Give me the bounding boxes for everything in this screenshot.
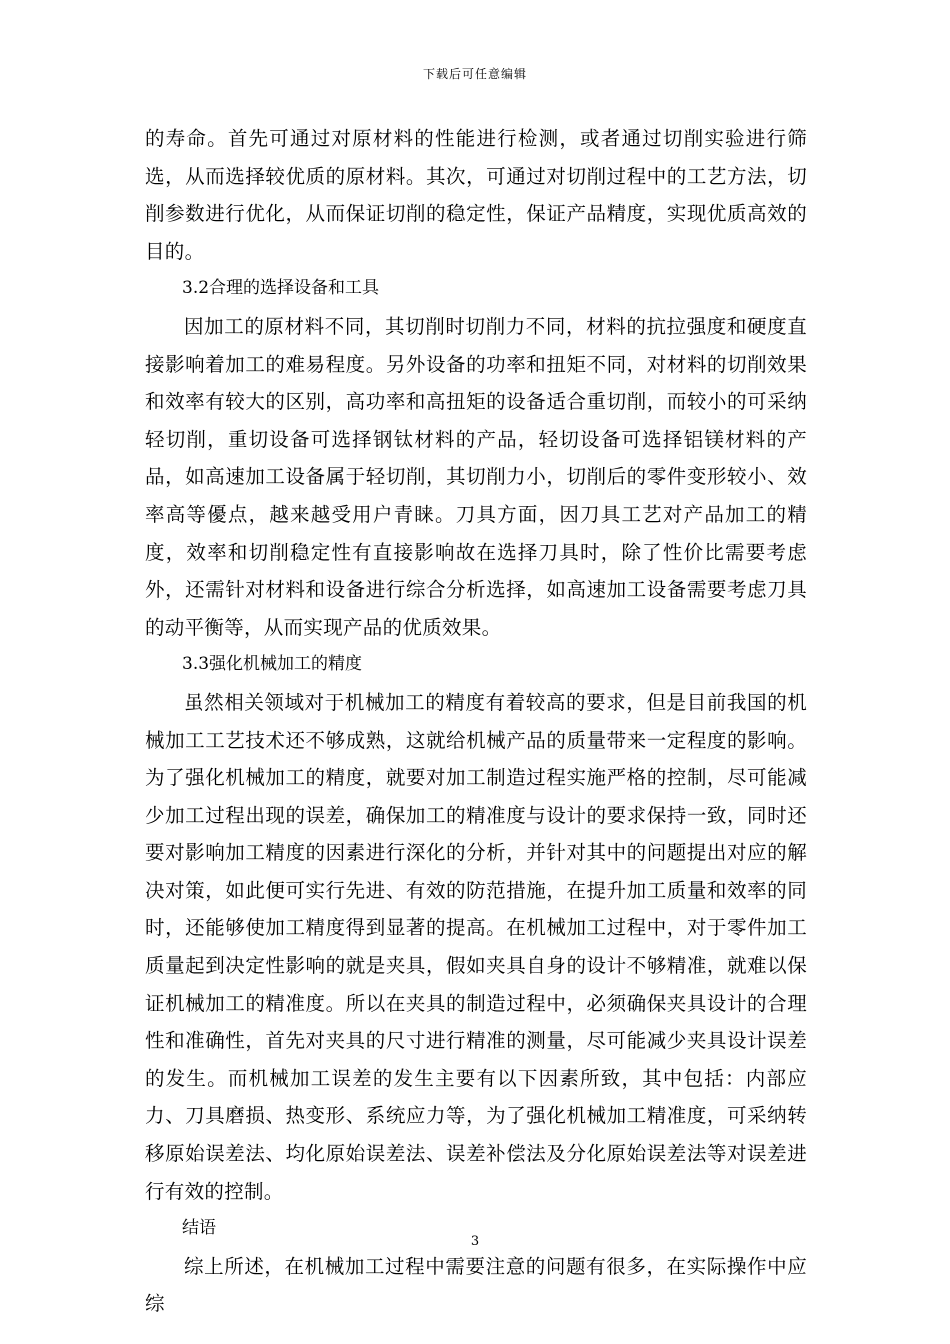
section-heading-3-2: 3.2合理的选择设备和工具 [182, 278, 380, 299]
page-number: 3 [470, 1234, 480, 1249]
section-heading-conclusion: 结语 [182, 1218, 216, 1239]
paragraph-equipment-tools: 因加工的原材料不同，其切削时切削力不同，材料的抗拉强度和硬度直接影响着加工的难易程度。另外设备的功率和扭矩不同，对材料的切削效果和效率有较大的区别，高功率和高扭矩的设备适合重切削，而较小的可采纳轻切削，重切设备可选择钢钛材料的产品，轻切设备可选择铝镁材料的产品，如高速加工设备属于轻切削，其切削力小，切削后的零件变形较小、效率高等優点，越来越受用户青睐。刀具方面，因刀具工艺对产品加工的精度，效率和切削稳定性有直接影响故在选择刀具时，除了性价比需要考虑外，还需针对材料和设备进行综合分析选择，如高速加工设备需要考虑刀具的动平衡等，从而实现产品的优质效果。 [145, 314, 807, 639]
paragraph-machining-precision: 虽然相关领域对于机械加工的精度有着较高的要求，但是目前我国的机械加工工艺技术还不够成熟，这就给机械产品的质量带来一定程度的影响。为了强化机械加工的精度，就要对加工制造过程实施严格的控制，尽可能减少加工过程出现的误差，确保加工的精准度与设计的要求保持一致，同时还要对影响加工精度的因素进行深化的分析，并针对其中的问题提出对应的解决对策，如此便可实行先进、有效的防范措施，在提升加工质量和效率的同时，还能够使加工精度得到显著的提高。在机械加工过程中，对于零件加工质量起到决定性影响的就是夹具，假如夹具自身的设计不够精准，就难以保证机械加工的精准度。所以在夹具的制造过程中，必须确保夹具设计的合理性和准确性，首先对夹具的尺寸进行精准的测量，尽可能减少夹具设计误差的发生。而机械加工误差的发生主要有以下因素所致，其中包括：内部应力、刀具磨损、热变形、系统应力等，为了强化机械加工精准度，可采纳转移原始误差法、均化原始误差法、误差补偿法及分化原始误差法等对误差进行有效的控制。 [145, 690, 807, 1203]
paragraph-conclusion: 综上所述，在机械加工过程中需要注意的问题有很多，在实际操作中应综 [145, 1254, 807, 1316]
document-body [145, 120, 807, 1323]
page-header: 下载后可任意编辑 [422, 67, 527, 81]
paragraph-continuation: 的寿命。首先可通过对原材料的性能进行检测，或者通过切削实验进行筛选，从而选择较优质的原材料。其次，可通过对切削过程中的工艺方法，切削参数进行优化，从而保证切削的稳定性，保证产品精度，实现优质高效的目的。 [145, 127, 807, 263]
section-heading-3-3: 3.3强化机械加工的精度 [182, 654, 363, 675]
